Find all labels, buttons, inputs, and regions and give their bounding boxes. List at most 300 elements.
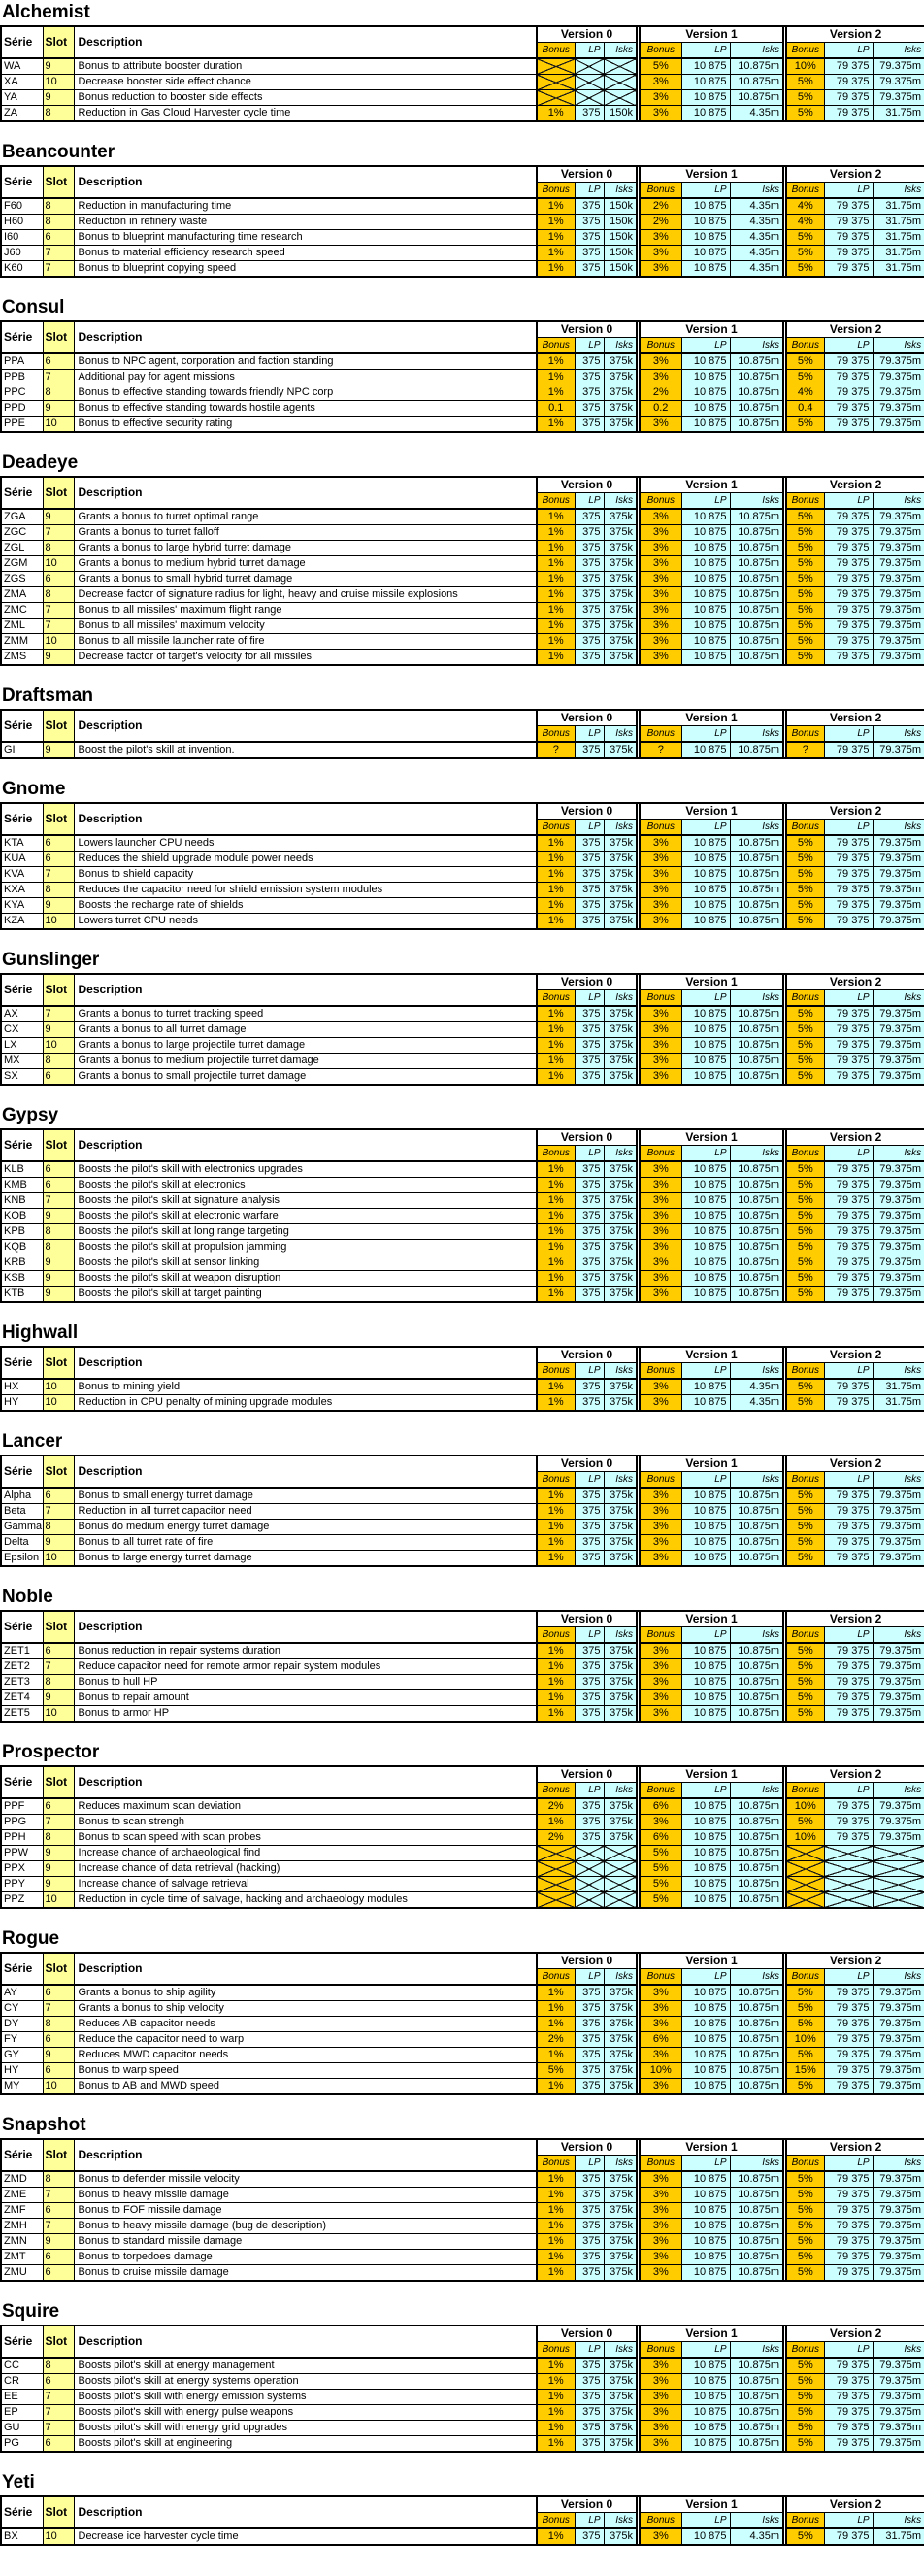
slot-cell: 6	[43, 1488, 74, 1504]
serie-cell: PPA	[1, 353, 43, 370]
slot-cell: 10	[43, 75, 74, 90]
isks-cell-v2: 79.375m	[873, 2265, 924, 2282]
slot-cell: 9	[43, 1535, 74, 1551]
serie-column-header: Série	[1, 477, 43, 509]
table-row	[1, 230, 924, 246]
bonus-cell-v0: 1%	[537, 2405, 575, 2421]
table-row	[1, 1488, 924, 1504]
version-header-0: Version 0	[537, 166, 637, 183]
serie-cell: ZMN	[1, 2234, 43, 2250]
bonus-cell-v0	[537, 75, 575, 90]
description-cell: Grants a bonus to medium projectile turret damage	[74, 1054, 537, 1069]
serie-cell: ZMF	[1, 2203, 43, 2219]
lp-subheader: LP	[575, 1146, 604, 1162]
bonus-cell-v0: 1%	[537, 867, 575, 883]
description-column-header: Description	[74, 1953, 537, 1985]
lp-cell-v1: 10 875	[681, 852, 730, 867]
lp-cell-v0: 375	[575, 215, 604, 230]
header-row-versions	[1, 1953, 924, 1969]
bonus-cell-v2: 5%	[786, 2017, 824, 2032]
bonus-subheader: Bonus	[537, 2513, 575, 2529]
slot-cell: 7	[43, 2001, 74, 2017]
bonus-cell-v2: 5%	[786, 1224, 824, 1240]
isks-cell-v0: 375k	[604, 556, 637, 572]
bonus-cell-v1: 3%	[640, 2017, 681, 2032]
bonus-cell-v2: 5%	[786, 1379, 824, 1395]
description-cell: Decrease ice harvester cycle time	[74, 2528, 537, 2545]
bonus-cell-v0: 1%	[537, 914, 575, 930]
bonus-cell-v0: 2%	[537, 2032, 575, 2048]
slot-column-header: Slot	[43, 2496, 74, 2528]
description-cell: Bonus to effective standing towards hostile agents	[74, 401, 537, 417]
lp-cell-v0: 375	[575, 1504, 604, 1520]
isks-cell-v2: 79.375m	[873, 2063, 924, 2079]
serie-column-header: Série	[1, 2496, 43, 2528]
bonus-cell-v0: 1%	[537, 1706, 575, 1723]
lp-subheader: LP	[575, 1783, 604, 1799]
lp-cell-v2: 79 375	[824, 2374, 873, 2390]
lp-cell-v2: 79 375	[824, 2234, 873, 2250]
bonus-cell-v1: 3%	[640, 1240, 681, 1255]
serie-cell: GI	[1, 742, 43, 758]
lp-cell-v0: 375	[575, 230, 604, 246]
lp-cell-v2: 79 375	[824, 1643, 873, 1659]
lp-cell-v0: 375	[575, 1830, 604, 1846]
section-title-yeti: Yeti	[2, 2472, 35, 2492]
section-title-beancounter: Beancounter	[2, 142, 116, 162]
bonus-cell-v2: 5%	[786, 2528, 824, 2545]
serie-cell: H60	[1, 215, 43, 230]
lp-cell-v1: 10 875	[681, 2171, 730, 2188]
isks-subheader: Isks	[604, 43, 637, 59]
lp-subheader: LP	[575, 990, 604, 1007]
lp-cell-v0: 375	[575, 587, 604, 603]
bonus-cell-v1: 3%	[640, 370, 681, 385]
slot-cell: 9	[43, 1846, 74, 1861]
isks-cell-v2: 79.375m	[873, 1287, 924, 1303]
lp-cell-v0: 375	[575, 2188, 604, 2203]
isks-cell-v1: 10.875m	[730, 2390, 783, 2405]
isks-cell-v0: 375k	[604, 2390, 637, 2405]
isks-cell-v2: 79.375m	[873, 541, 924, 556]
isks-cell-v2: 79.375m	[873, 2358, 924, 2374]
bonus-cell-v1: 3%	[640, 1178, 681, 1193]
lp-subheader: LP	[824, 820, 873, 836]
bonus-cell-v2: 10%	[786, 1830, 824, 1846]
lp-cell-v0: 375	[575, 2234, 604, 2250]
slot-cell: 6	[43, 2374, 74, 2390]
lp-subheader: LP	[824, 183, 873, 199]
bonus-cell-v0: 1%	[537, 1006, 575, 1022]
lp-cell-v2: 79 375	[824, 2436, 873, 2453]
slot-column-header: Slot	[43, 1953, 74, 1985]
bonus-cell-v1: 3%	[640, 572, 681, 587]
isks-cell-v0: 375k	[604, 898, 637, 914]
bonus-cell-v0: 1%	[537, 2436, 575, 2453]
description-cell: Reduces AB capacitor needs	[74, 2017, 537, 2032]
isks-cell-v1: 10.875m	[730, 1193, 783, 1209]
slot-cell: 8	[43, 1520, 74, 1535]
lp-cell-v0: 375	[575, 1224, 604, 1240]
isks-cell-v2: 79.375m	[873, 883, 924, 898]
description-cell: Bonus to all turret rate of fire	[74, 1535, 537, 1551]
description-cell: Bonus to effective security rating	[74, 417, 537, 433]
slot-cell: 6	[43, 2265, 74, 2282]
isks-cell-v1: 10.875m	[730, 1038, 783, 1054]
lp-subheader: LP	[575, 2513, 604, 2529]
lp-cell-v0: 375	[575, 556, 604, 572]
lp-cell-v2: 79 375	[824, 2421, 873, 2436]
description-cell: Bonus to all missiles' maximum velocity	[74, 619, 537, 634]
lp-cell-v1: 10 875	[681, 650, 730, 666]
serie-cell: XA	[1, 75, 43, 90]
bonus-subheader: Bonus	[537, 2156, 575, 2172]
bonus-cell-v1: 5%	[640, 58, 681, 75]
lp-cell-v0: 375	[575, 1675, 604, 1690]
header-row-versions	[1, 2496, 924, 2513]
isks-cell-v2: 79.375m	[873, 2250, 924, 2265]
description-cell: Bonus to AB and MWD speed	[74, 2079, 537, 2095]
isks-cell-v0: 375k	[604, 1659, 637, 1675]
slot-cell: 8	[43, 883, 74, 898]
serie-cell: PPW	[1, 1846, 43, 1861]
description-cell: Bonus to large energy turret damage	[74, 1551, 537, 1567]
lp-cell-v0: 375	[575, 2048, 604, 2063]
bonus-subheader: Bonus	[640, 338, 681, 354]
bonus-cell-v2: 5%	[786, 2421, 824, 2436]
bonus-subheader: Bonus	[786, 1627, 824, 1644]
lp-cell-v2: 79 375	[824, 75, 873, 90]
bonus-subheader: Bonus	[640, 1969, 681, 1986]
description-column-header: Description	[74, 2139, 537, 2171]
isks-subheader: Isks	[873, 2513, 924, 2529]
isks-cell-v0: 375k	[604, 353, 637, 370]
isks-cell-v1: 10.875m	[730, 1224, 783, 1240]
isks-cell-v2: 79.375m	[873, 1178, 924, 1193]
bonus-cell-v1: 3%	[640, 1006, 681, 1022]
header-row-versions	[1, 2139, 924, 2156]
lp-cell-v2: 79 375	[824, 370, 873, 385]
table-row	[1, 1830, 924, 1846]
serie-cell: ZET4	[1, 1690, 43, 1706]
section-title-consul: Consul	[2, 297, 65, 318]
bonus-subheader: Bonus	[537, 1627, 575, 1644]
version-header-0: Version 0	[537, 2496, 637, 2513]
bonus-subheader: Bonus	[786, 990, 824, 1007]
lp-cell-v0: 375	[575, 650, 604, 666]
bonus-cell-v2: 5%	[786, 2219, 824, 2234]
version-header-1: Version 1	[640, 1611, 783, 1627]
table-row	[1, 1985, 924, 2001]
lp-subheader: LP	[681, 1783, 730, 1799]
isks-subheader: Isks	[604, 1783, 637, 1799]
table-row	[1, 2048, 924, 2063]
lp-cell-v0: 375	[575, 2436, 604, 2453]
serie-column-header: Série	[1, 974, 43, 1006]
slot-cell: 9	[43, 1022, 74, 1038]
serie-cell: ZMH	[1, 2219, 43, 2234]
bonus-cell-v2: 5%	[786, 1178, 824, 1193]
table-row	[1, 1877, 924, 1892]
isks-cell-v1: 10.875m	[730, 2017, 783, 2032]
bonus-cell-v2: 5%	[786, 1038, 824, 1054]
bonus-cell-v2: 0.4	[786, 401, 824, 417]
table-row	[1, 1224, 924, 1240]
isks-cell-v2: 79.375m	[873, 1488, 924, 1504]
lp-cell-v2: 79 375	[824, 417, 873, 433]
lp-subheader: LP	[824, 2156, 873, 2172]
lp-subheader: LP	[575, 1627, 604, 1644]
description-column-header: Description	[74, 2496, 537, 2528]
table-row	[1, 401, 924, 417]
slot-cell: 10	[43, 914, 74, 930]
lp-cell-v2: 79 375	[824, 898, 873, 914]
isks-subheader: Isks	[873, 1146, 924, 1162]
lp-cell-v2: 79 375	[824, 619, 873, 634]
bonus-cell-v0: 1%	[537, 634, 575, 650]
slot-column-header: Slot	[43, 1766, 74, 1798]
slot-cell: 10	[43, 1395, 74, 1412]
bonus-subheader: Bonus	[537, 990, 575, 1007]
isks-subheader: Isks	[730, 1627, 783, 1644]
isks-cell-v0: 375k	[604, 1022, 637, 1038]
slot-cell: 9	[43, 742, 74, 758]
bonus-cell-v0: 1%	[537, 2171, 575, 2188]
isks-cell-v2: 79.375m	[873, 1504, 924, 1520]
isks-cell-v2: 79.375m	[873, 370, 924, 385]
lp-cell-v0	[575, 1892, 604, 1909]
lp-cell-v1: 10 875	[681, 835, 730, 852]
bonus-cell-v0: 1%	[537, 883, 575, 898]
isks-cell-v1: 10.875m	[730, 1022, 783, 1038]
slot-cell: 8	[43, 2017, 74, 2032]
section-table-rogue	[0, 1952, 924, 2095]
table-row	[1, 619, 924, 634]
version-header-2: Version 2	[786, 477, 924, 493]
bonus-subheader: Bonus	[786, 1363, 824, 1380]
isks-cell-v1: 10.875m	[730, 898, 783, 914]
lp-cell-v0: 375	[575, 246, 604, 261]
slot-cell: 10	[43, 1892, 74, 1909]
lp-cell-v1: 10 875	[681, 1798, 730, 1815]
bonus-cell-v1: 3%	[640, 2358, 681, 2374]
isks-cell-v0: 375k	[604, 2436, 637, 2453]
version-header-1: Version 1	[640, 166, 783, 183]
isks-cell-v0: 375k	[604, 634, 637, 650]
lp-cell-v0: 375	[575, 261, 604, 278]
bonus-cell-v0: 1%	[537, 1488, 575, 1504]
serie-cell: DY	[1, 2017, 43, 2032]
isks-cell-v1: 10.875m	[730, 385, 783, 401]
lp-subheader: LP	[575, 493, 604, 510]
isks-cell-v2: 79.375m	[873, 1830, 924, 1846]
table-row	[1, 2171, 924, 2188]
isks-cell-v0: 375k	[604, 852, 637, 867]
slot-cell: 7	[43, 1006, 74, 1022]
lp-cell-v0: 375	[575, 2171, 604, 2188]
serie-cell: Alpha	[1, 1488, 43, 1504]
description-cell: Decrease factor of signature radius for light, heavy and cruise missile explosions	[74, 587, 537, 603]
bonus-cell-v0: 1%	[537, 2358, 575, 2374]
serie-cell: Beta	[1, 1504, 43, 1520]
serie-cell: KUA	[1, 852, 43, 867]
description-cell: Bonus reduction to booster side effects	[74, 90, 537, 106]
lp-cell-v0: 375	[575, 867, 604, 883]
lp-cell-v2: 79 375	[824, 215, 873, 230]
lp-cell-v1: 10 875	[681, 2528, 730, 2545]
table-row	[1, 556, 924, 572]
bonus-cell-v2: 5%	[786, 1690, 824, 1706]
version-header-1: Version 1	[640, 1766, 783, 1783]
bonus-cell-v1: 3%	[640, 353, 681, 370]
isks-cell-v0: 375k	[604, 1006, 637, 1022]
isks-cell-v1: 10.875m	[730, 1675, 783, 1690]
isks-cell-v1: 10.875m	[730, 1798, 783, 1815]
bonus-cell-v1: 3%	[640, 230, 681, 246]
description-column-header: Description	[74, 1455, 537, 1488]
description-cell: Reduces the shield upgrade module power needs	[74, 852, 537, 867]
bonus-cell-v1: 5%	[640, 1892, 681, 1909]
slot-cell: 7	[43, 1659, 74, 1675]
slot-cell: 9	[43, 1877, 74, 1892]
table-row	[1, 525, 924, 541]
bonus-cell-v2: 5%	[786, 509, 824, 525]
lp-cell-v0: 375	[575, 1022, 604, 1038]
slot-cell: 8	[43, 2171, 74, 2188]
table-row	[1, 198, 924, 215]
description-cell: Reduces the capacitor need for shield emission system modules	[74, 883, 537, 898]
bonus-cell-v0: 1%	[537, 525, 575, 541]
bonus-cell-v2: 5%	[786, 417, 824, 433]
lp-cell-v1: 10 875	[681, 1379, 730, 1395]
bonus-cell-v2: 5%	[786, 90, 824, 106]
table-row	[1, 1240, 924, 1255]
isks-cell-v2: 31.75m	[873, 106, 924, 122]
lp-cell-v2: 79 375	[824, 1535, 873, 1551]
version-header-1: Version 1	[640, 1129, 783, 1146]
lp-cell-v2	[824, 1877, 873, 1892]
isks-subheader: Isks	[730, 1969, 783, 1986]
isks-cell-v0: 375k	[604, 835, 637, 852]
slot-cell: 9	[43, 1209, 74, 1224]
table-row	[1, 2001, 924, 2017]
isks-cell-v1: 10.875m	[730, 2358, 783, 2374]
isks-cell-v0: 375k	[604, 2421, 637, 2436]
table-row	[1, 2374, 924, 2390]
serie-cell: HY	[1, 2063, 43, 2079]
lp-cell-v0: 375	[575, 385, 604, 401]
serie-column-header: Série	[1, 1455, 43, 1488]
isks-cell-v1: 10.875m	[730, 2219, 783, 2234]
isks-cell-v0: 375k	[604, 541, 637, 556]
isks-subheader: Isks	[604, 338, 637, 354]
lp-cell-v2: 79 375	[824, 1178, 873, 1193]
bonus-cell-v0: 1%	[537, 1675, 575, 1690]
lp-cell-v2: 79 375	[824, 2528, 873, 2545]
description-cell: Bonus to small energy turret damage	[74, 1488, 537, 1504]
slot-cell: 6	[43, 1798, 74, 1815]
isks-cell-v1: 10.875m	[730, 1504, 783, 1520]
slot-cell: 6	[43, 572, 74, 587]
lp-cell-v0: 375	[575, 914, 604, 930]
version-header-1: Version 1	[640, 1953, 783, 1969]
table-row	[1, 1193, 924, 1209]
bonus-cell-v2: 5%	[786, 914, 824, 930]
table-row	[1, 1690, 924, 1706]
isks-cell-v2: 79.375m	[873, 1038, 924, 1054]
isks-subheader: Isks	[730, 1472, 783, 1489]
lp-subheader: LP	[824, 1627, 873, 1644]
isks-cell-v1: 10.875m	[730, 634, 783, 650]
lp-cell-v2: 79 375	[824, 2188, 873, 2203]
isks-cell-v1: 10.875m	[730, 572, 783, 587]
bonus-cell-v1: 3%	[640, 603, 681, 619]
isks-cell-v0: 375k	[604, 401, 637, 417]
slot-cell: 6	[43, 2063, 74, 2079]
lp-cell-v1: 10 875	[681, 353, 730, 370]
lp-subheader: LP	[681, 2513, 730, 2529]
bonus-cell-v0	[537, 1846, 575, 1861]
isks-cell-v2: 79.375m	[873, 2079, 924, 2095]
lp-cell-v1: 10 875	[681, 385, 730, 401]
bonus-cell-v1: 3%	[640, 1193, 681, 1209]
isks-cell-v1: 10.875m	[730, 1659, 783, 1675]
bonus-cell-v2: 5%	[786, 1395, 824, 1412]
lp-cell-v1: 10 875	[681, 198, 730, 215]
slot-cell: 9	[43, 1255, 74, 1271]
bonus-cell-v2: 5%	[786, 867, 824, 883]
lp-cell-v1: 10 875	[681, 1006, 730, 1022]
lp-subheader: LP	[824, 726, 873, 743]
slot-cell: 9	[43, 401, 74, 417]
lp-cell-v1: 10 875	[681, 2390, 730, 2405]
table-row	[1, 2528, 924, 2545]
slot-cell: 8	[43, 587, 74, 603]
isks-cell-v2: 79.375m	[873, 1240, 924, 1255]
description-cell: Bonus to standard missile damage	[74, 2234, 537, 2250]
table-row	[1, 1535, 924, 1551]
serie-cell: KRB	[1, 1255, 43, 1271]
lp-cell-v2: 79 375	[824, 572, 873, 587]
serie-column-header: Série	[1, 710, 43, 742]
table-row	[1, 1504, 924, 1520]
table-row	[1, 1675, 924, 1690]
section-table-prospector	[0, 1765, 924, 1909]
bonus-cell-v2: 5%	[786, 852, 824, 867]
bonus-cell-v0	[537, 90, 575, 106]
bonus-cell-v2: 5%	[786, 541, 824, 556]
lp-cell-v1: 10 875	[681, 1535, 730, 1551]
lp-cell-v2: 79 375	[824, 90, 873, 106]
isks-subheader: Isks	[873, 820, 924, 836]
lp-cell-v2: 79 375	[824, 246, 873, 261]
lp-cell-v1: 10 875	[681, 215, 730, 230]
slot-cell: 7	[43, 1504, 74, 1520]
bonus-cell-v1: 3%	[640, 2528, 681, 2545]
isks-cell-v0: 375k	[604, 1551, 637, 1567]
description-cell: Reduction in refinery waste	[74, 215, 537, 230]
slot-cell: 8	[43, 106, 74, 122]
header-row-versions	[1, 710, 924, 726]
serie-column-header: Série	[1, 2325, 43, 2358]
serie-cell: MX	[1, 1054, 43, 1069]
lp-cell-v1: 10 875	[681, 525, 730, 541]
description-cell: Bonus to defender missile velocity	[74, 2171, 537, 2188]
bonus-cell-v1: 3%	[640, 2219, 681, 2234]
bonus-cell-v1: 3%	[640, 1395, 681, 1412]
lp-cell-v1: 10 875	[681, 246, 730, 261]
isks-subheader: Isks	[873, 338, 924, 354]
